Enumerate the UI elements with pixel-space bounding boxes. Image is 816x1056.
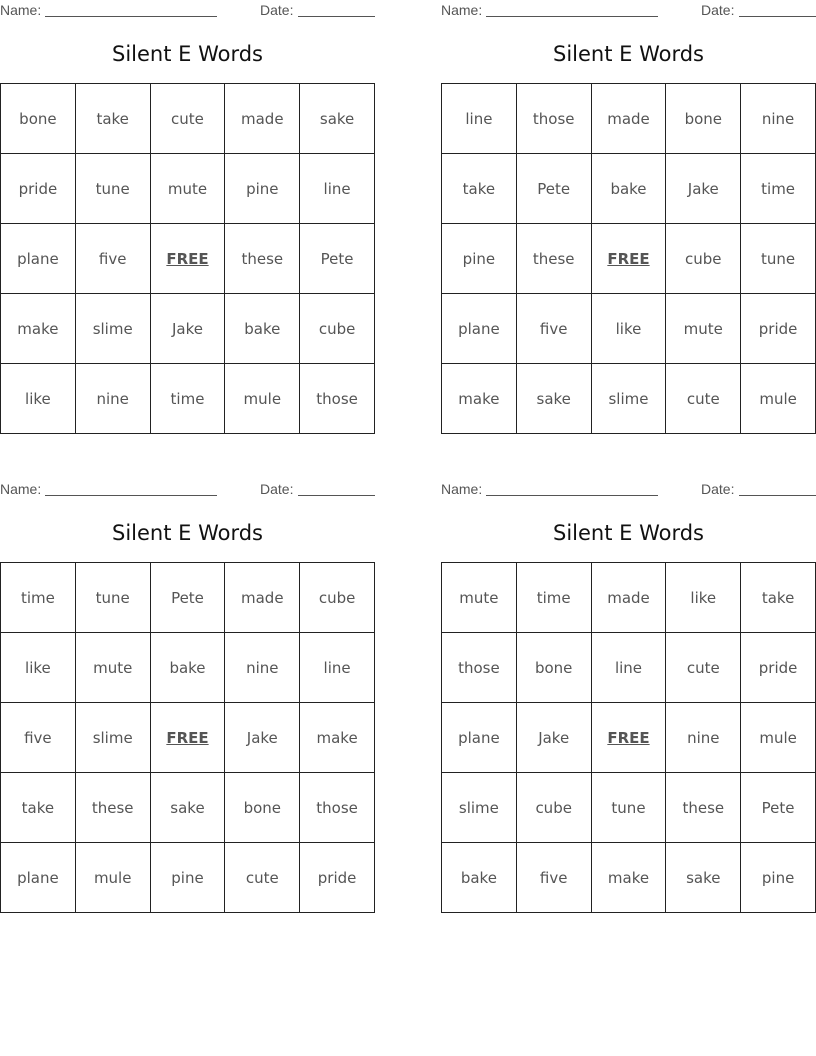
grid-cell: bake xyxy=(442,843,517,913)
free-space-cell: FREE xyxy=(592,224,667,294)
grid-cell: pride xyxy=(1,154,76,224)
grid-cell: mule xyxy=(225,364,300,434)
card-header xyxy=(441,481,816,497)
grid-cell: pine xyxy=(151,843,226,913)
grid-cell: five xyxy=(1,703,76,773)
grid-cell: mute xyxy=(666,294,741,364)
grid-cell: cute xyxy=(151,84,226,154)
grid-cell: those xyxy=(442,633,517,703)
date-field[interactable] xyxy=(739,16,816,17)
grid-cell: cute xyxy=(666,364,741,434)
grid-cell: made xyxy=(592,563,667,633)
card-title: Silent E Words xyxy=(112,42,263,66)
grid-cell: pride xyxy=(741,633,816,703)
grid-cell: slime xyxy=(76,703,151,773)
grid-cell: line xyxy=(300,633,375,703)
date-field[interactable] xyxy=(298,16,375,17)
grid-cell: mule xyxy=(741,364,816,434)
grid-cell: cute xyxy=(666,633,741,703)
grid-cell: plane xyxy=(442,703,517,773)
bingo-card-2 xyxy=(441,0,816,435)
card-header xyxy=(441,2,816,18)
grid-cell: line xyxy=(300,154,375,224)
grid-cell: plane xyxy=(1,224,76,294)
bingo-grid xyxy=(0,83,375,434)
grid-cell: slime xyxy=(76,294,151,364)
grid-cell: mute xyxy=(442,563,517,633)
bingo-grid xyxy=(0,562,375,913)
grid-cell: tune xyxy=(592,773,667,843)
grid-cell: sake xyxy=(300,84,375,154)
name-field[interactable] xyxy=(486,16,658,17)
grid-cell: like xyxy=(666,563,741,633)
date-label: Date: xyxy=(260,481,294,497)
grid-cell: time xyxy=(1,563,76,633)
grid-cell: bake xyxy=(151,633,226,703)
grid-cell: these xyxy=(76,773,151,843)
name-label: Name: xyxy=(441,2,483,18)
bingo-card-1 xyxy=(0,0,375,435)
grid-cell: cube xyxy=(666,224,741,294)
grid-cell: bone xyxy=(666,84,741,154)
grid-cell: made xyxy=(225,563,300,633)
grid-cell: mule xyxy=(741,703,816,773)
grid-cell: Jake xyxy=(517,703,592,773)
grid-cell: slime xyxy=(442,773,517,843)
name-label: Name: xyxy=(0,481,42,497)
name-field[interactable] xyxy=(45,16,217,17)
name-label: Name: xyxy=(0,2,42,18)
card-header xyxy=(0,481,375,497)
grid-cell: mule xyxy=(76,843,151,913)
grid-cell: those xyxy=(517,84,592,154)
grid-cell: bone xyxy=(225,773,300,843)
grid-cell: like xyxy=(1,364,76,434)
grid-cell: plane xyxy=(1,843,76,913)
grid-cell: pride xyxy=(741,294,816,364)
card-title: Silent E Words xyxy=(553,521,704,545)
free-space-cell: FREE xyxy=(151,224,226,294)
grid-cell: these xyxy=(517,224,592,294)
grid-cell: nine xyxy=(666,703,741,773)
bingo-grid xyxy=(441,83,816,434)
grid-cell: plane xyxy=(442,294,517,364)
free-space-cell: FREE xyxy=(592,703,667,773)
grid-cell: make xyxy=(1,294,76,364)
grid-cell: Pete xyxy=(300,224,375,294)
free-space-cell: FREE xyxy=(151,703,226,773)
grid-cell: cube xyxy=(517,773,592,843)
grid-cell: line xyxy=(592,633,667,703)
grid-cell: these xyxy=(225,224,300,294)
grid-cell: slime xyxy=(592,364,667,434)
name-field[interactable] xyxy=(486,495,658,496)
grid-cell: line xyxy=(442,84,517,154)
grid-cell: sake xyxy=(151,773,226,843)
grid-cell: pine xyxy=(225,154,300,224)
grid-cell: bone xyxy=(1,84,76,154)
grid-cell: those xyxy=(300,773,375,843)
grid-cell: sake xyxy=(666,843,741,913)
grid-cell: take xyxy=(76,84,151,154)
grid-cell: take xyxy=(741,563,816,633)
grid-cell: Jake xyxy=(666,154,741,224)
date-label: Date: xyxy=(701,481,735,497)
grid-cell: bake xyxy=(225,294,300,364)
grid-cell: tune xyxy=(76,154,151,224)
grid-cell: like xyxy=(592,294,667,364)
grid-cell: Pete xyxy=(151,563,226,633)
grid-cell: pride xyxy=(300,843,375,913)
date-label: Date: xyxy=(701,2,735,18)
grid-cell: make xyxy=(300,703,375,773)
grid-cell: pine xyxy=(442,224,517,294)
grid-cell: Pete xyxy=(741,773,816,843)
grid-cell: tune xyxy=(741,224,816,294)
bingo-card-3 xyxy=(0,479,375,914)
grid-cell: nine xyxy=(741,84,816,154)
grid-cell: cube xyxy=(300,563,375,633)
grid-cell: sake xyxy=(517,364,592,434)
grid-cell: time xyxy=(151,364,226,434)
grid-cell: bake xyxy=(592,154,667,224)
name-label: Name: xyxy=(441,481,483,497)
grid-cell: cute xyxy=(225,843,300,913)
grid-cell: Jake xyxy=(225,703,300,773)
grid-cell: nine xyxy=(225,633,300,703)
grid-cell: make xyxy=(592,843,667,913)
grid-cell: these xyxy=(666,773,741,843)
grid-cell: Pete xyxy=(517,154,592,224)
grid-cell: mute xyxy=(151,154,226,224)
grid-cell: like xyxy=(1,633,76,703)
date-field[interactable] xyxy=(298,495,375,496)
grid-cell: take xyxy=(1,773,76,843)
grid-cell: pine xyxy=(741,843,816,913)
grid-cell: Jake xyxy=(151,294,226,364)
grid-cell: made xyxy=(592,84,667,154)
name-field[interactable] xyxy=(45,495,217,496)
card-header xyxy=(0,2,375,18)
grid-cell: time xyxy=(741,154,816,224)
grid-cell: nine xyxy=(76,364,151,434)
grid-cell: five xyxy=(517,294,592,364)
grid-cell: bone xyxy=(517,633,592,703)
grid-cell: make xyxy=(442,364,517,434)
grid-cell: five xyxy=(517,843,592,913)
grid-cell: time xyxy=(517,563,592,633)
bingo-card-4 xyxy=(441,479,816,914)
grid-cell: those xyxy=(300,364,375,434)
grid-cell: five xyxy=(76,224,151,294)
date-field[interactable] xyxy=(739,495,816,496)
date-label: Date: xyxy=(260,2,294,18)
card-title: Silent E Words xyxy=(553,42,704,66)
bingo-grid xyxy=(441,562,816,913)
grid-cell: made xyxy=(225,84,300,154)
grid-cell: take xyxy=(442,154,517,224)
grid-cell: cube xyxy=(300,294,375,364)
grid-cell: mute xyxy=(76,633,151,703)
grid-cell: tune xyxy=(76,563,151,633)
card-title: Silent E Words xyxy=(112,521,263,545)
